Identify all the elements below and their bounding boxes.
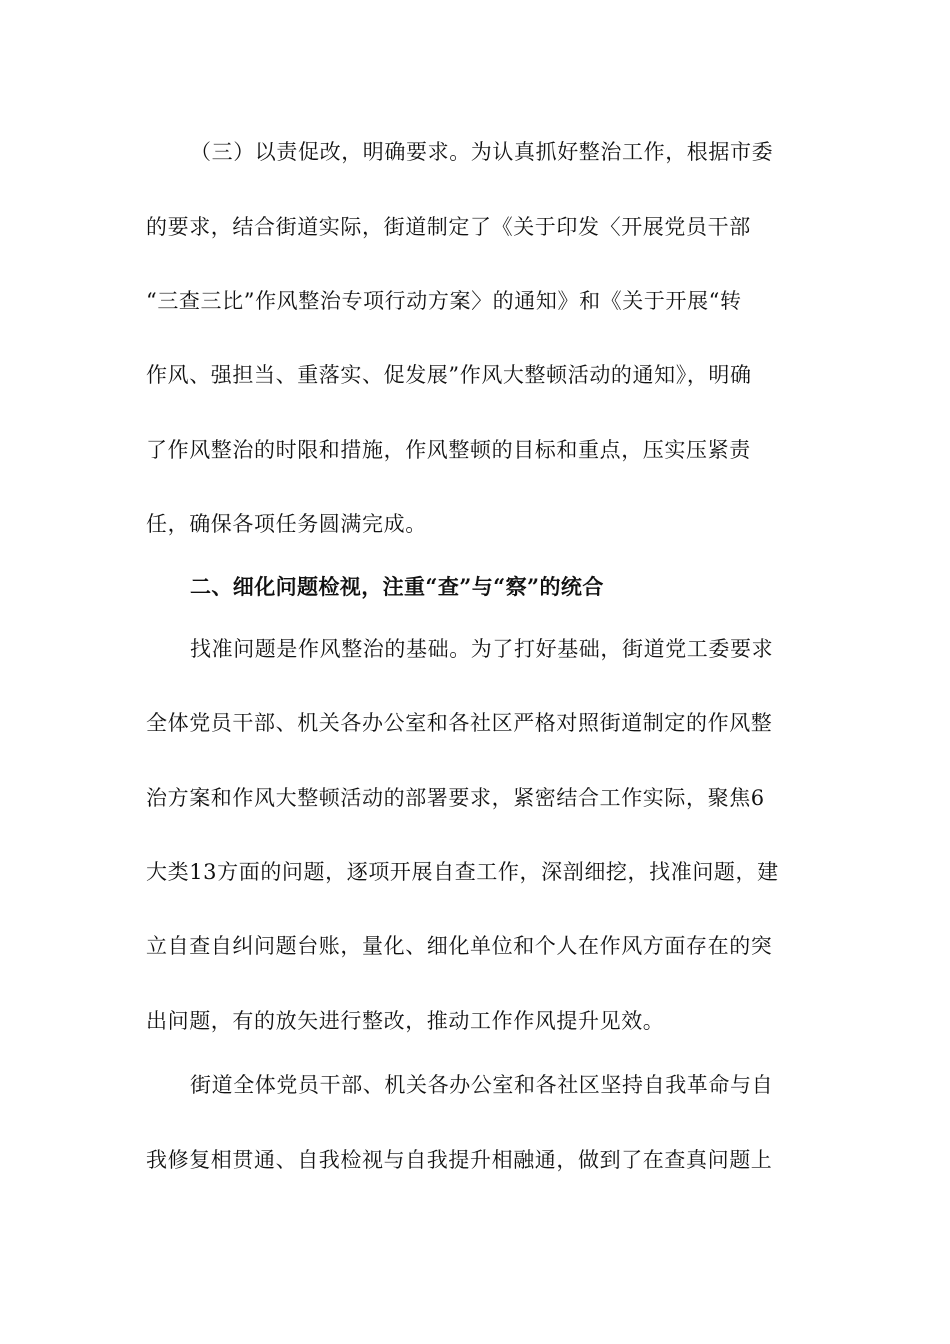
paragraph-line: 治方案和作风大整顿活动的部署要求，紧密结合工作实际，聚焦6 [146, 786, 765, 810]
section-heading: 二、细化问题检视，注重“查”与“察”的统合 [190, 574, 604, 599]
paragraph-line: 立自查自纠问题台账，量化、细化单位和个人在作风方面存在的突 [146, 934, 773, 958]
paragraph-line: 全体党员干部、机关各办公室和各社区严格对照街道制定的作风整 [146, 711, 773, 735]
paragraph-line: 出问题，有的放矢进行整改，推动工作作风提升见效。 [146, 1009, 665, 1033]
paragraph-line: 任，确保各项任务圆满完成。 [146, 512, 427, 536]
paragraph-line: 大类13方面的问题，逐项开展自查工作，深剖细挖，找准问题，建 [146, 860, 779, 884]
paragraph-line: 的要求，结合街道实际，街道制定了《关于印发〈开展党员干部 [146, 215, 751, 239]
paragraph-line: 我修复相贯通、自我检视与自我提升相融通，做到了在查真问题上 [146, 1148, 773, 1172]
paragraph-line: 作风、强担当、重落实、促发展”作风大整顿活动的通知》，明确 [146, 363, 752, 387]
paragraph-line: 找准问题是作风整治的基础。为了打好基础，街道党工委要求 [190, 637, 774, 661]
paragraph-line: （三）以责促改，明确要求。为认真抓好整治工作，根据市委 [190, 140, 774, 164]
paragraph-line: “三查三比”作风整治专项行动方案〉的通知》和《关于开展“转 [146, 289, 742, 313]
paragraph-line: 了作风整治的时限和措施，作风整顿的目标和重点，压实压紧责 [146, 438, 751, 462]
paragraph-line: 街道全体党员干部、机关各办公室和各社区坚持自我革命与自 [190, 1073, 774, 1097]
